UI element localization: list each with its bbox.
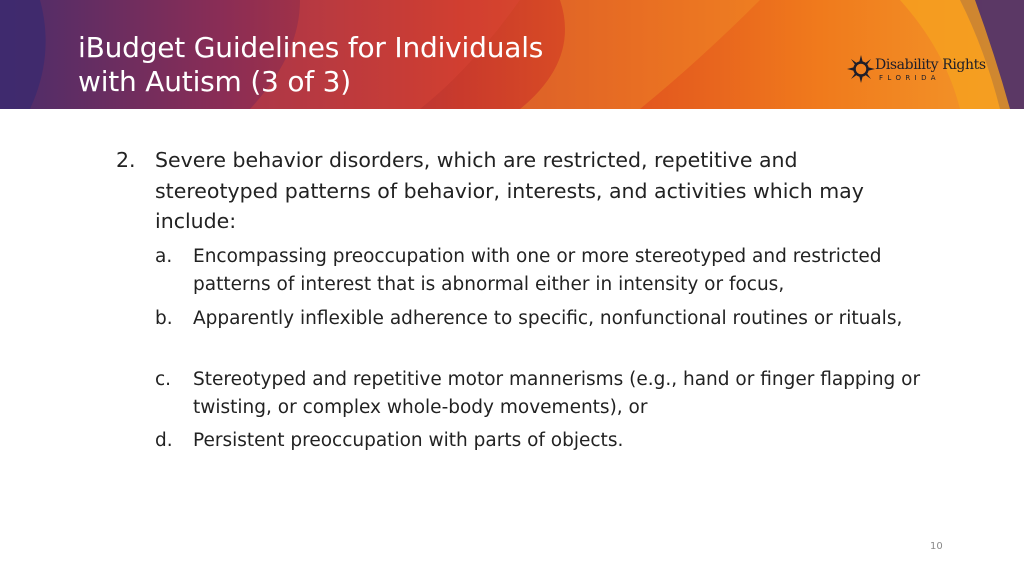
logo-name: Disability Rights <box>875 57 986 73</box>
page-number: 10 <box>930 541 943 552</box>
slide-title-line-1: iBudget Guidelines for Individuals <box>78 31 544 64</box>
sub-item-label: c. <box>155 369 172 390</box>
sub-item-text: Stereotyped and repetitive motor mannerisms (e.g., hand or finger flapping or twisting, or complex whole-body movements), or <box>193 369 921 418</box>
slide-title-line-2: with Autism (3 of 3) <box>78 65 351 98</box>
sub-item-text: Encompassing preoccupation with one or more stereotyped and restricted patterns of interest that is abnormal either in intensity or focus, <box>193 246 882 295</box>
sub-item-text: Apparently inflexible adherence to specific, nonfunctional routines or rituals, <box>193 308 903 329</box>
list-item-text: Severe behavior disorders, which are restricted, repetitive and stereotyped patterns of behavior, interests, and activities which may include: <box>155 148 864 233</box>
logo-subtitle: FLORIDA <box>879 74 940 82</box>
sub-item-label: d. <box>155 430 173 451</box>
sub-item-label: a. <box>155 246 173 267</box>
sub-item-label: b. <box>155 308 173 329</box>
list-number: 2. <box>116 148 136 172</box>
sub-item-text: Persistent preoccupation with parts of objects. <box>193 430 624 451</box>
